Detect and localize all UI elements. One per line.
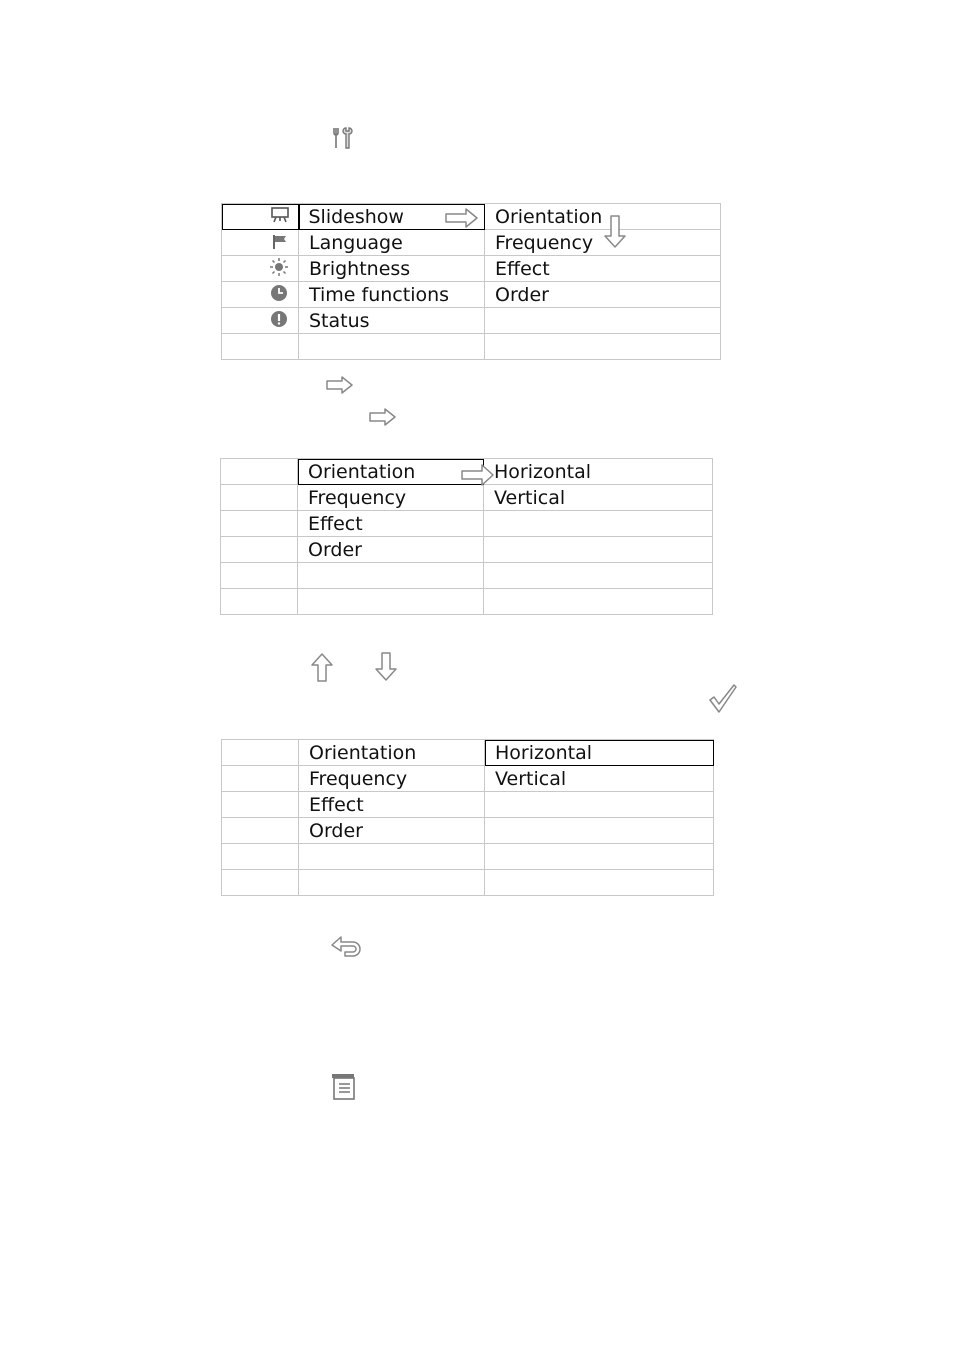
table-row[interactable]: [222, 766, 714, 792]
clock-icon: [270, 284, 288, 306]
table-row[interactable]: [222, 230, 721, 256]
menu-item-time-functions[interactable]: Time functions: [299, 282, 485, 308]
option-horizontal[interactable]: Horizontal: [485, 740, 714, 766]
menu-item-orientation[interactable]: Orientation: [299, 740, 485, 766]
menu-item-effect[interactable]: Effect: [299, 792, 485, 818]
table-row[interactable]: [222, 792, 714, 818]
slideshow-icon: [271, 207, 289, 227]
submenu-item[interactable]: Vertical: [484, 485, 713, 511]
table-row: [221, 589, 713, 615]
menu-item-order[interactable]: Order: [299, 818, 485, 844]
table-row[interactable]: [222, 282, 721, 308]
menu-item-language[interactable]: Language: [299, 230, 485, 256]
right-arrow-icon: [326, 375, 354, 395]
table-row: [221, 563, 713, 589]
up-arrow-icon: [310, 652, 334, 682]
table-row: [222, 334, 721, 360]
menu-item-status[interactable]: Status: [299, 308, 485, 334]
table-row[interactable]: [221, 511, 713, 537]
table-row: [222, 844, 714, 870]
menu-item-order[interactable]: Order: [298, 537, 484, 563]
menu-item-frequency[interactable]: Frequency: [299, 766, 485, 792]
table-row: [222, 870, 714, 896]
table-row[interactable]: [221, 537, 713, 563]
brightness-icon: [270, 258, 288, 280]
table-row[interactable]: [222, 308, 721, 334]
submenu-item[interactable]: Horizontal: [484, 459, 713, 485]
menu-item-slideshow[interactable]: Slideshow: [299, 204, 485, 230]
table-row[interactable]: [222, 818, 714, 844]
submenu-item[interactable]: Frequency: [485, 230, 721, 256]
menu-item-frequency[interactable]: Frequency: [298, 485, 484, 511]
checkmark-icon: [708, 684, 738, 714]
menu-item-orientation[interactable]: Orientation: [298, 459, 484, 485]
menu-icon: [331, 1073, 357, 1101]
submenu-item[interactable]: [485, 308, 721, 334]
right-arrow-icon: [445, 207, 479, 233]
submenu-item[interactable]: Effect: [485, 256, 721, 282]
option-vertical[interactable]: Vertical: [485, 766, 714, 792]
right-arrow-icon: [461, 463, 495, 491]
settings-icon: [332, 126, 354, 150]
menu-item-brightness[interactable]: Brightness: [299, 256, 485, 282]
down-arrow-icon: [603, 215, 627, 253]
menu-item-effect[interactable]: Effect: [298, 511, 484, 537]
submenu-item[interactable]: Orientation: [485, 204, 721, 230]
right-arrow-icon: [369, 407, 397, 427]
submenu-item[interactable]: Order: [485, 282, 721, 308]
back-icon: [330, 935, 362, 959]
table-row[interactable]: [222, 256, 721, 282]
orientation-submenu-table: [221, 739, 714, 896]
flag-icon: [272, 233, 288, 253]
info-icon: [270, 310, 288, 332]
table-row[interactable]: [222, 740, 714, 766]
down-arrow-icon: [374, 652, 398, 682]
